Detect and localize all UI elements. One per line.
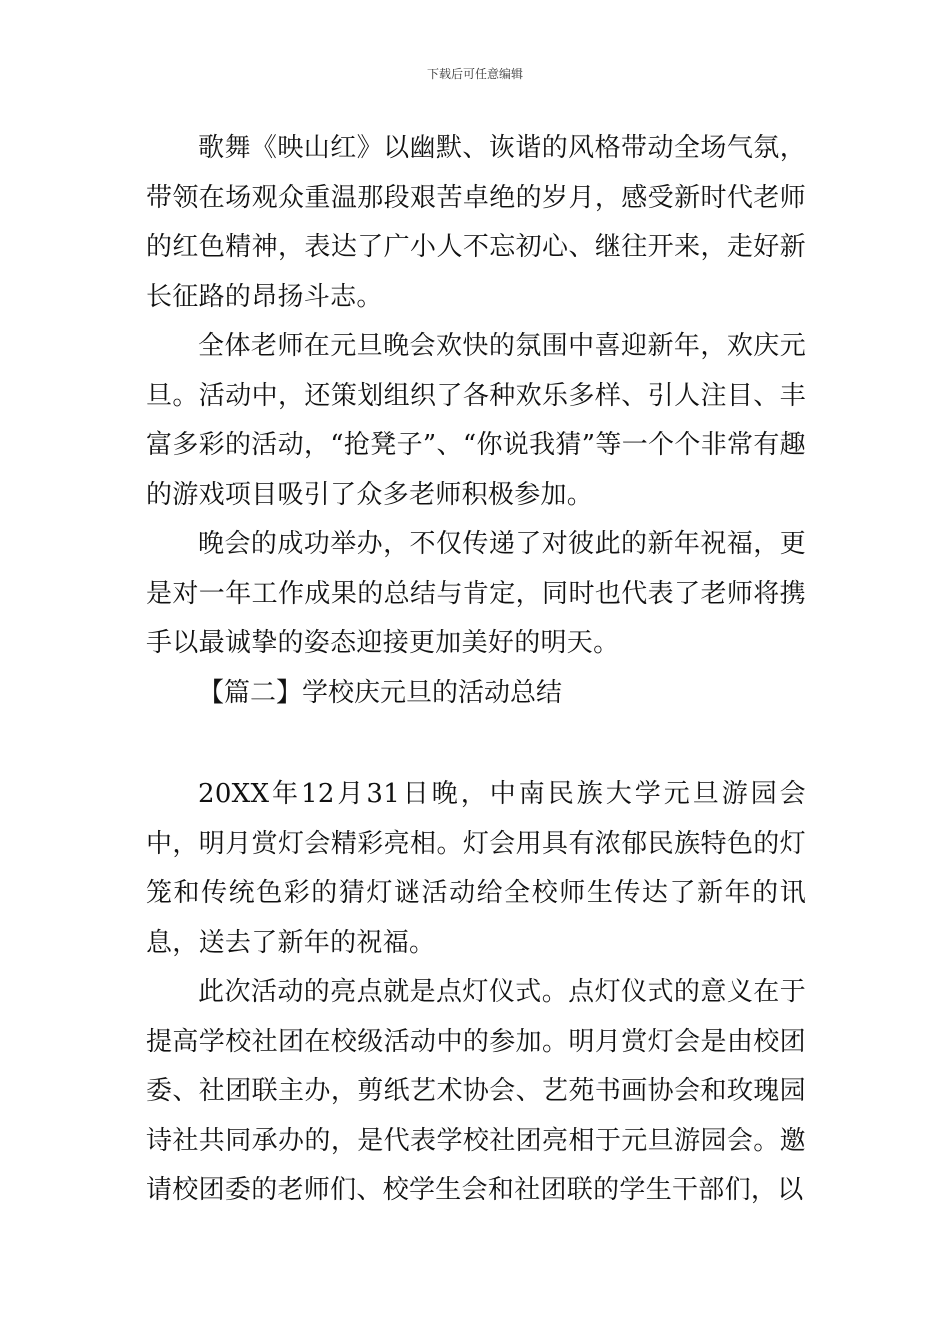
paragraph: 此次活动的亮点就是点灯仪式。点灯仪式的意义在于提高学校社团在校级活动中的参加。明月赏灯会是由校团委、社团联主办，剪纸艺术协会、艺苑书画协会和玫瑰园诗社共同承办的，是代表学校社团亮相于元旦游园会。邀请校团委的老师们、校学生会和社团联的学生干部们，以	[146, 977, 806, 1205]
page-header: 下载后可任意编辑	[426, 67, 523, 81]
section-heading: 【篇二】学校庆元旦的活动总结	[198, 677, 563, 708]
section-spacer	[146, 718, 806, 770]
paragraph: 晚会的成功举办，不仅传递了对彼此的新年祝福，更是对一年工作成果的总结与肯定，同时也代表了老师将携手以最诚挚的姿态迎接更加美好的明天。	[146, 529, 806, 658]
paragraph: 歌舞《映山红》以幽默、诙谐的风格带动全场气氛，带领在场观众重温那段艰苦卓绝的岁月，感受新时代老师的红色精神，表达了广小人不忘初心、继往开来，走好新长征路的昂扬斗志。	[146, 133, 806, 312]
document-body	[146, 124, 806, 1216]
paragraph: 全体老师在元旦晚会欢快的氛围中喜迎新年，欢庆元旦。活动中，还策划组织了各种欢乐多样、引人注目、丰富多彩的活动，“抢凳子”、“你说我猜”等一个个非常有趣的游戏项目吸引了众多老师积极参加。	[146, 331, 806, 510]
paragraph: 20XX年12月31日晚，中南民族大学元旦游园会中，明月赏灯会精彩亮相。灯会用具有浓郁民族特色的灯笼和传统色彩的猜灯谜活动给全校师生传达了新年的讯息，送去了新年的祝福。	[146, 779, 806, 958]
